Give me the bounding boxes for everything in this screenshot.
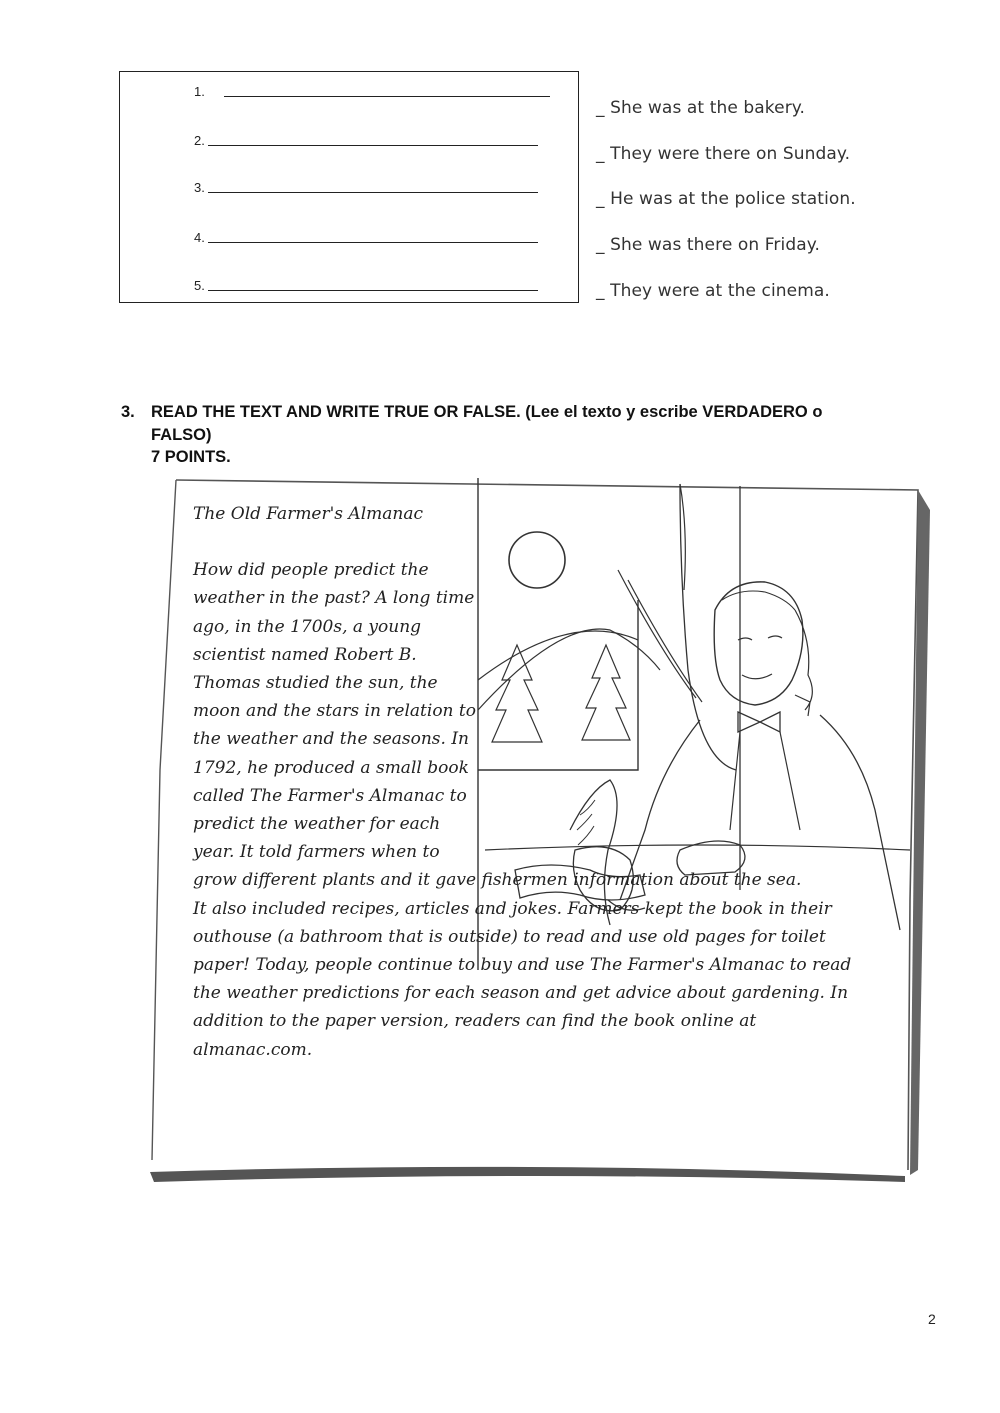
sentence-item: _ They were at the cinema.: [596, 281, 830, 301]
sentence-item: _ She was there on Friday.: [596, 235, 820, 255]
reading-text: [193, 500, 873, 1064]
sentence-item: _ They were there on Sunday.: [596, 144, 851, 164]
answer-line-2[interactable]: [194, 133, 538, 148]
answer-box: [119, 71, 579, 303]
answer-number: 4.: [194, 230, 205, 245]
page-number: 2: [928, 1311, 936, 1327]
answer-number: 1.: [194, 84, 205, 99]
section-instruction: READ THE TEXT AND WRITE TRUE OR FALSE. (Lee el texto y escribe VERDADERO o FALSO): [151, 403, 823, 444]
answer-number: 2.: [194, 133, 205, 148]
answer-line-4[interactable]: [194, 230, 538, 245]
sentence-item: _ He was at the police station.: [596, 189, 856, 209]
section-number: 3.: [121, 403, 135, 421]
section-points: 7 POINTS.: [151, 448, 231, 466]
answer-line-3[interactable]: [194, 180, 538, 195]
reading-paragraph: How did people predict the weather in the past? A long time ago, in the 1700s, a young scientist named Robert B. Thomas studied the sun, the moon and the stars in relation to the weather and the seasons. In 1792, he produced a small book called The Farmer's Almanac to predict the weather for each year. It told farmers when to: [193, 560, 476, 863]
sentence-item: _ She was at the bakery.: [596, 98, 806, 118]
answer-rule: [208, 289, 538, 291]
reading-paragraph: It also included recipes, articles and jokes. Farmers kept the book in their outhouse (a bathroom that is outside) to read and use old pages for toilet paper! Today, people continue to buy and use The Farmer's Almanac to read the weather predictions for each season and get advice about gardening. In addition to the paper version, readers can find the book online at almanac.com.: [193, 898, 852, 1060]
answer-rule: [224, 95, 550, 97]
paper-shadow: [150, 1167, 905, 1182]
answer-line-1[interactable]: [194, 84, 550, 99]
reading-paragraph: grow different plants and it gave fishermen information about the sea.: [193, 870, 802, 891]
answer-number: 3.: [194, 180, 205, 195]
answer-rule: [208, 191, 538, 193]
answer-rule: [208, 144, 538, 146]
paper-edge: [152, 480, 176, 1160]
answer-number: 5.: [194, 278, 205, 293]
paper-shadow: [910, 490, 930, 1175]
reading-title: The Old Farmer's Almanac: [193, 504, 423, 524]
answer-rule: [208, 241, 538, 243]
answer-line-5[interactable]: [194, 278, 538, 293]
